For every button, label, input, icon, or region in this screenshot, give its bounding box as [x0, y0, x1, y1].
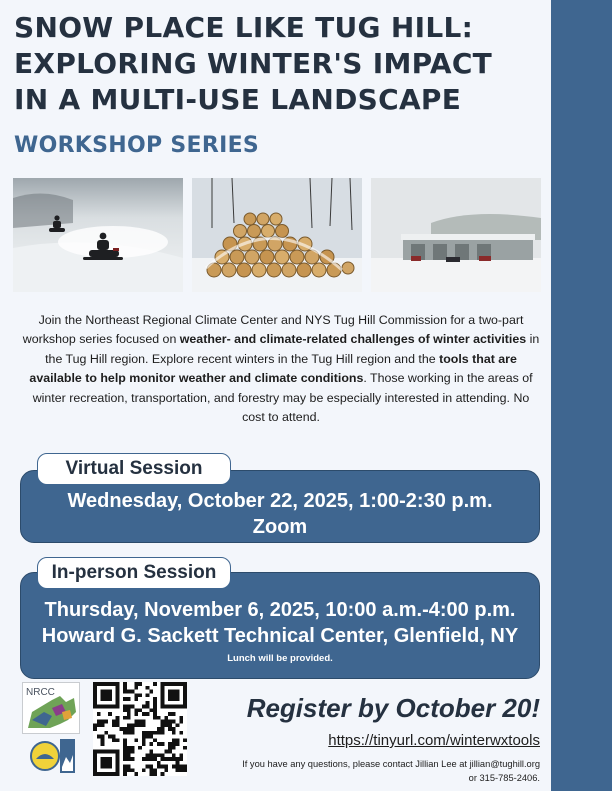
nrcc-logo [22, 682, 80, 734]
snowy-building-photo [371, 178, 541, 292]
snowmobile-photo [13, 178, 183, 292]
registration-link[interactable]: https://tinyurl.com/winterwxtools [328, 732, 540, 749]
log-pile-photo [192, 178, 362, 292]
inperson-session-label: In-person Session [37, 557, 231, 589]
page-title [14, 10, 550, 118]
description-text-1: Join the Northeast Regional Climate Center and NYS Tug Hill Commission for a two-part workshop series focused on [22, 313, 524, 347]
register-deadline: Register by October 20! [246, 693, 540, 723]
subtitle: WORKSHOP SERIES [14, 133, 260, 158]
inperson-datetime: Thursday, November 6, 2025, 10:00 a.m.-4:00 p.m. [44, 599, 516, 621]
description-bold-1: weather- and climate-related challenges of winter activities [179, 332, 527, 347]
virtual-session-label: Virtual Session [37, 453, 231, 485]
lunch-note: Lunch will be provided. [227, 653, 333, 664]
description-text-3: . Those working in the areas of winter recreation, transportation, and forestry may be especially interested in attending. No cost to attend. [32, 371, 533, 425]
description-bold-2: tools that are available to help monitor weather and climate conditions [29, 351, 517, 386]
tug-hill-commission-logo [30, 737, 76, 775]
description [22, 311, 540, 427]
registration-qr-code[interactable] [93, 682, 187, 776]
contact-line-1: If you have any questions, please contact Jillian Lee at jillian@tughill.org [242, 759, 540, 769]
virtual-datetime: Wednesday, October 22, 2025, 1:00-2:30 p.m. [67, 490, 493, 512]
nrcc-logo-text: NRCC [26, 687, 55, 698]
virtual-location: Zoom [252, 516, 308, 538]
title-line-3: IN A MULTI-USE LANDSCAPE [14, 83, 462, 116]
contact-info [186, 757, 540, 785]
description-text-2: in the Tug Hill region. Explore recent winters in the Tug Hill region and the [45, 332, 540, 366]
contact-line-2: or 315-785-2406. [468, 773, 540, 783]
title-line-1: SNOW PLACE LIKE TUG HILL: [14, 11, 474, 44]
inperson-location: Howard G. Sackett Technical Center, Glenfield, NY [41, 625, 519, 647]
title-line-2: EXPLORING WINTER'S IMPACT [14, 47, 493, 80]
right-accent-bar [551, 0, 612, 791]
